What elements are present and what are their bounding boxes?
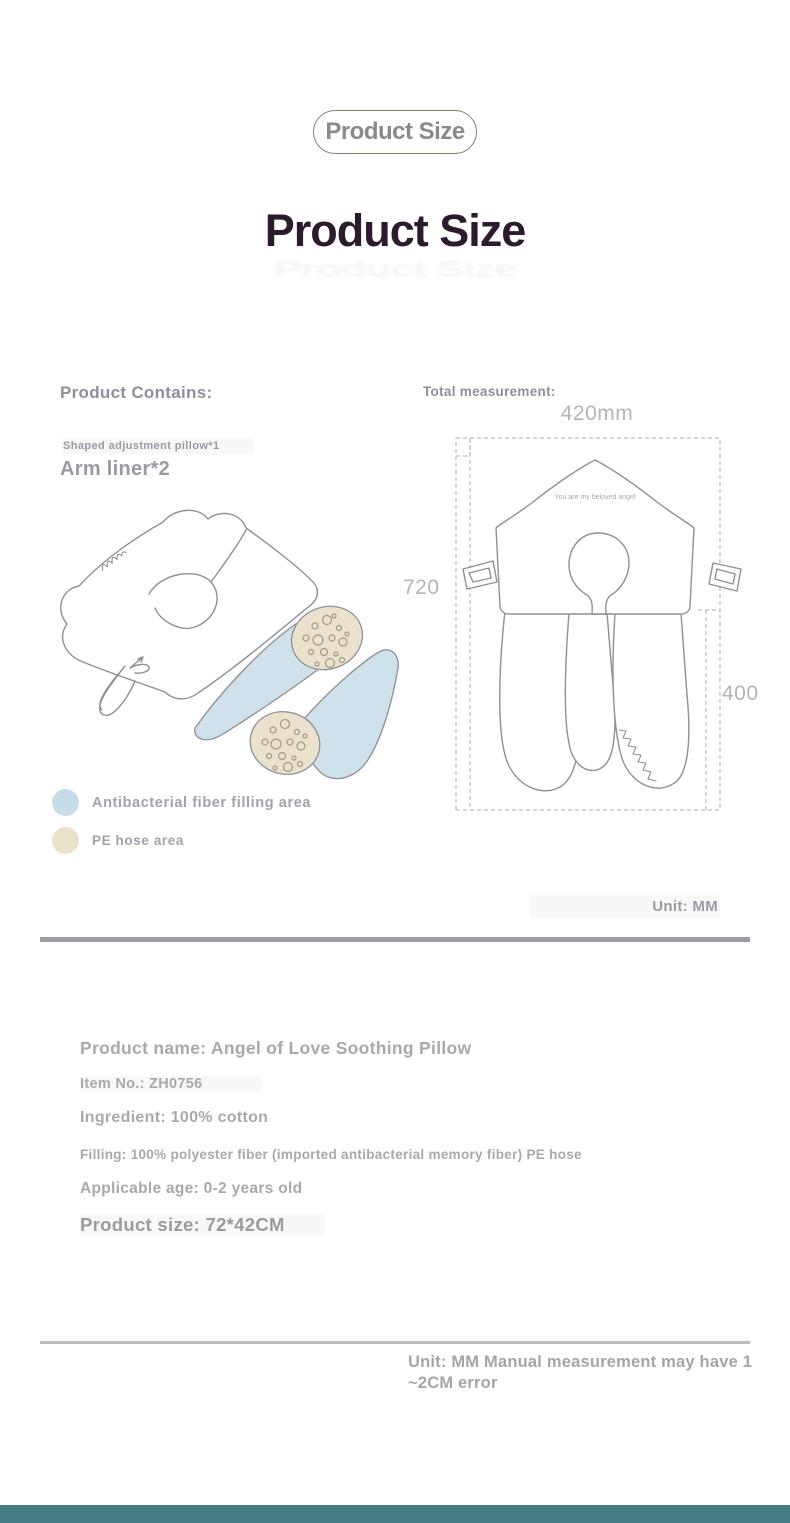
spec-product-name: Product name: Angel of Love Soothing Pillow — [80, 1038, 472, 1058]
product-contains-title: Product Contains: — [60, 383, 213, 402]
spec-size: Product size: 72*42CM — [80, 1214, 325, 1236]
spec-filling: Filling: 100% polyester fiber (imported antibacterial memory fiber) PE hose — [80, 1147, 582, 1162]
unit-label: Unit: MM — [530, 895, 720, 918]
antibacterial-fiber-swatch-icon — [52, 789, 79, 816]
pe-hose-swatch-icon — [52, 827, 79, 854]
dimension-width-label: 420mm — [560, 402, 634, 425]
footnote-divider — [40, 1341, 750, 1344]
embroidery-text: You are my beloved angel — [554, 494, 636, 501]
page-title: Product Size — [264, 205, 526, 256]
spec-ingredient: Ingredient: 100% cotton — [80, 1109, 269, 1126]
section-divider — [40, 937, 750, 942]
measurement-diagram — [443, 425, 763, 825]
pillow-right-leg — [613, 613, 689, 788]
contains-item-arm-liner: Arm liner*2 — [60, 458, 171, 480]
badge-label: Product Size — [325, 118, 465, 145]
spec-item-no: Item No.: ZH0756 — [80, 1076, 262, 1092]
legend-item-antibacterial — [52, 789, 311, 816]
bottom-accent-bar — [0, 1505, 790, 1523]
pillow-parts-illustration — [35, 488, 415, 793]
contains-item-shaped-pillow: Shaped adjustment pillow*1 — [62, 438, 253, 454]
pillow-center-strap — [565, 613, 615, 770]
side-tab-left — [463, 561, 497, 589]
legend-label: PE hose area — [92, 833, 184, 848]
spec-age: Applicable age: 0-2 years old — [80, 1180, 303, 1197]
product-size-badge — [313, 110, 477, 154]
page-title-reflection: Product Size — [273, 256, 517, 282]
dimension-side-label: 400 — [722, 682, 759, 705]
total-measurement-title: Total measurement: — [423, 384, 556, 399]
dimension-height-label: 720 — [403, 576, 440, 599]
legend-item-pe-hose — [52, 827, 184, 854]
legend-label: Antibacterial fiber filling area — [92, 794, 312, 811]
measurement-error-note: Unit: MM Manual measurement may have 1 ~2CM error — [408, 1353, 753, 1392]
side-tab-right — [709, 563, 741, 591]
